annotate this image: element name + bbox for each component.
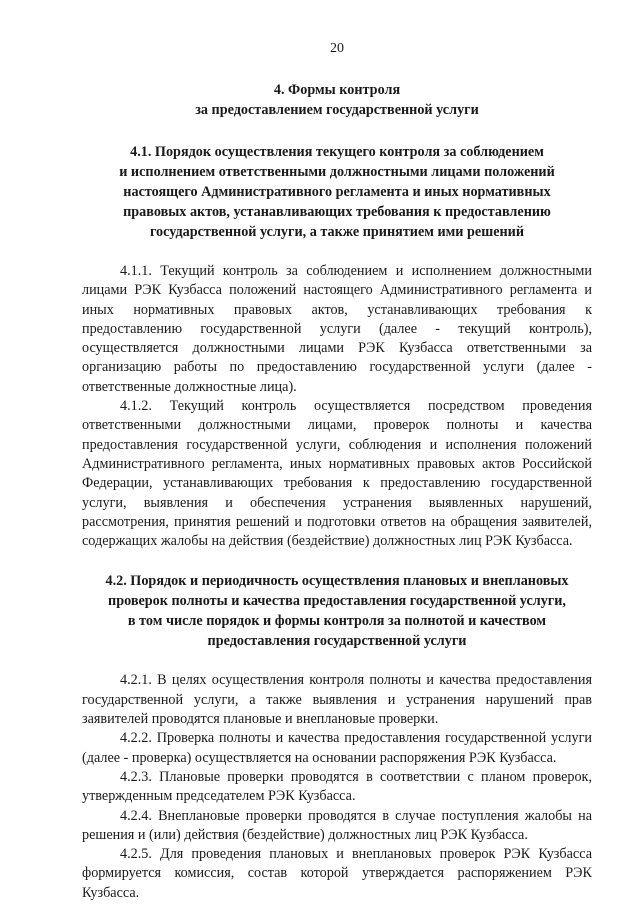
section-4-2-heading-line: предоставления государственной услуги <box>207 633 467 650</box>
page-number: 20 <box>330 41 344 56</box>
section-4-heading-line: за предоставлением государственной услуги <box>195 102 479 118</box>
section-4-2-heading-line: 4.2. Порядок и периодичность осуществления плановых и внеплановых <box>105 573 569 590</box>
section-4-2-heading-line: проверок полноты и качества предоставления государственной услуги, <box>108 593 566 610</box>
section-4-1-heading-line: настоящего Административного регламента и иных нормативных <box>123 184 551 200</box>
paragraph-4-1-1: 4.1.1. Текущий контроль за соблюдением и исполнением должностными лицами РЭК Кузбасса положений настоящего Административного регламента и иных нормативных правовых актов, устанавливающих требования к предоставлению государственной услуги (далее - текущий контроль), осуществляется должностными лицами РЭК Кузбасса ответственными за организацию работы по предоставлению государственной услуги (далее - ответственные должностные лица). <box>82 263 592 395</box>
section-4-1-heading-line: правовых актов, устанавливающих требования к предоставлению <box>123 204 551 220</box>
section-4-1-heading-line: государственной услуги, а также принятием ими решений <box>149 224 525 240</box>
paragraph-4-2-3: 4.2.3. Плановые проверки проводятся в соответствии с планом проверок, утвержденным председателем РЭК Кузбасса. <box>82 768 592 805</box>
section-4-heading <box>82 80 592 120</box>
document-page <box>82 40 592 903</box>
paragraph-4-2-2: 4.2.2. Проверка полноты и качества предоставления государственной услуги (далее - проверка) осуществляется на основании распоряжения РЭК Кузбасса. <box>82 730 592 766</box>
paragraph-4-2-5: 4.2.5. Для проведения плановых и внеплановых проверок РЭК Кузбасса формируется комиссия, состав которой утверждается распоряжением РЭК Кузбасса. <box>82 846 592 901</box>
section-4-2-heading <box>82 571 592 651</box>
section-4-heading-line: 4. Формы контроля <box>273 82 401 98</box>
section-4-1-heading <box>82 142 592 242</box>
paragraph-4-2-1: 4.2.1. В целях осуществления контроля полноты и качества предоставления государственной услуги, а также выявления и устранения нарушений прав заявителей проводятся плановые и внеплановые проверки. <box>82 672 592 728</box>
section-4-1-heading-line: 4.1. Порядок осуществления текущего контроля за соблюдением <box>130 144 544 160</box>
paragraph-4-1-2: 4.1.2. Текущий контроль осуществляется посредством проведения ответственными должностными лицами, проверок полноты и качества предоставления государственной услуги, соблюдения и исполнения положений Административного регламента, иных нормативных правовых актов Российской Федерации, устанавливающих требования к предоставлению государственной услуги, выявления и обеспечения устранения выявленных нарушений, рассмотрения, принятия решений и подготовки ответов на обращения заявителей, содержащих жалобы на действия (бездействие) должностных лиц РЭК Кузбасса. <box>82 398 592 550</box>
section-4-1-heading-line: и исполнением ответственными должностными лицами положений <box>119 164 555 180</box>
spacer <box>82 551 592 571</box>
section-4-2-heading-line: в том числе порядок и формы контроля за полнотой и качеством <box>127 613 547 630</box>
paragraph-4-2-4: 4.2.4. Внеплановые проверки проводятся в случае поступления жалобы на решения и (или) действия (бездействие) должностных лиц РЭК Кузбасса. <box>82 807 592 843</box>
